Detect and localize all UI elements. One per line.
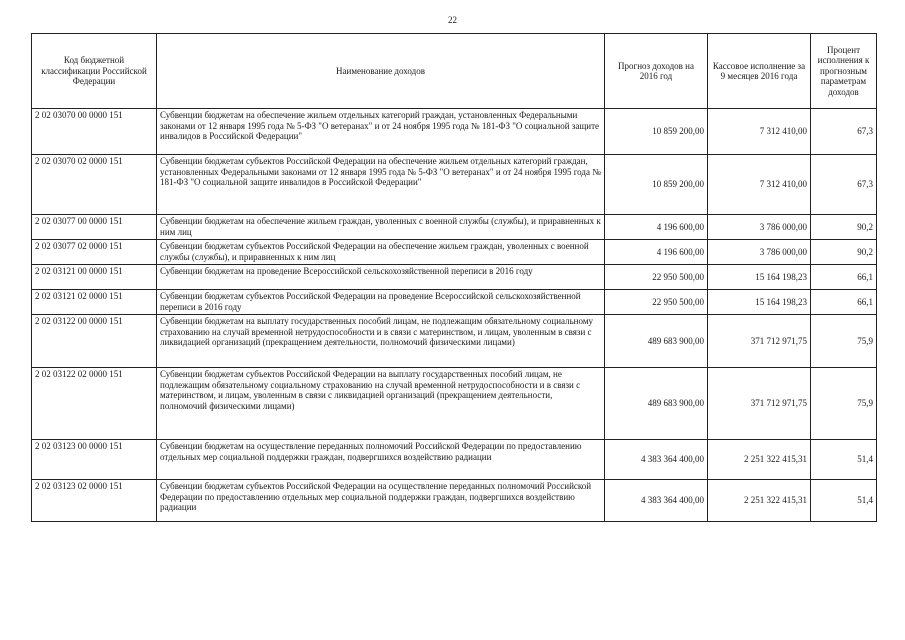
table-row bbox=[32, 265, 877, 290]
table-row bbox=[32, 155, 877, 215]
row-name: Субвенции бюджетам субъектов Российской Федерации на осуществление переданных полномочий Российской Федерации по предоставлению отдельных мер социальной поддержки граждан, подвергшихся воздействию радиации bbox=[157, 480, 605, 522]
row-code: 2 02 03121 02 0000 151 bbox=[32, 290, 157, 315]
row-percent: 90,2 bbox=[811, 240, 877, 265]
row-percent: 66,1 bbox=[811, 290, 877, 315]
row-actual: 2 251 322 415,31 bbox=[708, 440, 811, 480]
row-name: Субвенции бюджетам на осуществление переданных полномочий Российской Федерации по предоставлению отдельных мер социальной поддержки граждан, подвергшихся воздействию радиации bbox=[157, 440, 605, 480]
row-code: 2 02 03122 00 0000 151 bbox=[32, 315, 157, 368]
revenue-table bbox=[31, 33, 877, 522]
header-name: Наименование доходов bbox=[157, 34, 605, 109]
table-row bbox=[32, 109, 877, 155]
row-percent: 90,2 bbox=[811, 215, 877, 240]
row-actual: 15 164 198,23 bbox=[708, 265, 811, 290]
row-name: Субвенции бюджетам субъектов Российской Федерации на обеспечение жильем граждан, уволенных с военной службы (службы), и приравненных к ним лиц bbox=[157, 240, 605, 265]
row-forecast: 22 950 500,00 bbox=[605, 290, 708, 315]
row-actual: 15 164 198,23 bbox=[708, 290, 811, 315]
row-actual: 2 251 322 415,31 bbox=[708, 480, 811, 522]
table-row bbox=[32, 315, 877, 368]
header-code: Код бюджетной классификации Российской Федерации bbox=[32, 34, 157, 109]
row-forecast: 22 950 500,00 bbox=[605, 265, 708, 290]
table-row bbox=[32, 368, 877, 440]
row-forecast: 10 859 200,00 bbox=[605, 155, 708, 215]
row-actual: 3 786 000,00 bbox=[708, 215, 811, 240]
row-actual: 371 712 971,75 bbox=[708, 368, 811, 440]
page-number: 22 bbox=[448, 15, 457, 25]
row-code: 2 02 03123 02 0000 151 bbox=[32, 480, 157, 522]
row-code: 2 02 03077 00 0000 151 bbox=[32, 215, 157, 240]
row-code: 2 02 03121 00 0000 151 bbox=[32, 265, 157, 290]
table-header-row bbox=[32, 34, 877, 109]
table-row bbox=[32, 240, 877, 265]
row-forecast: 489 683 900,00 bbox=[605, 368, 708, 440]
row-percent: 66,1 bbox=[811, 265, 877, 290]
row-percent: 75,9 bbox=[811, 315, 877, 368]
row-actual: 7 312 410,00 bbox=[708, 109, 811, 155]
row-code: 2 02 03070 02 0000 151 bbox=[32, 155, 157, 215]
row-percent: 51,4 bbox=[811, 480, 877, 522]
table-row bbox=[32, 215, 877, 240]
row-actual: 3 786 000,00 bbox=[708, 240, 811, 265]
row-forecast: 4 383 364 400,00 bbox=[605, 480, 708, 522]
row-code: 2 02 03122 02 0000 151 bbox=[32, 368, 157, 440]
table-row bbox=[32, 440, 877, 480]
row-forecast: 4 196 600,00 bbox=[605, 215, 708, 240]
row-percent: 67,3 bbox=[811, 109, 877, 155]
row-percent: 75,9 bbox=[811, 368, 877, 440]
row-name: Субвенции бюджетам субъектов Российской Федерации на обеспечение жильем отдельных категорий граждан, установленных Федеральными законами от 12 января 1995 года № 5-ФЗ "О ветеранах" и от 24 ноября 1995 года № 181-ФЗ "О социальной защите инвалидов в Российской Федерации" bbox=[157, 155, 605, 215]
row-code: 2 02 03123 00 0000 151 bbox=[32, 440, 157, 480]
row-actual: 371 712 971,75 bbox=[708, 315, 811, 368]
row-forecast: 4 383 364 400,00 bbox=[605, 440, 708, 480]
table-row bbox=[32, 480, 877, 522]
row-code: 2 02 03070 00 0000 151 bbox=[32, 109, 157, 155]
header-actual: Кассовое исполнение за 9 месяцев 2016 года bbox=[708, 34, 811, 109]
row-forecast: 10 859 200,00 bbox=[605, 109, 708, 155]
row-percent: 51,4 bbox=[811, 440, 877, 480]
row-actual: 7 312 410,00 bbox=[708, 155, 811, 215]
table-row bbox=[32, 290, 877, 315]
header-percent: Процент исполнения к прогнозным параметрам доходов bbox=[811, 34, 877, 109]
row-code: 2 02 03077 02 0000 151 bbox=[32, 240, 157, 265]
row-name: Субвенции бюджетам на обеспечение жильем граждан, уволенных с военной службы (службы), и приравненных к ним лиц bbox=[157, 215, 605, 240]
row-percent: 67,3 bbox=[811, 155, 877, 215]
row-forecast: 489 683 900,00 bbox=[605, 315, 708, 368]
row-name: Субвенции бюджетам субъектов Российской Федерации на проведение Всероссийской сельскохозяйственной переписи в 2016 году bbox=[157, 290, 605, 315]
row-forecast: 4 196 600,00 bbox=[605, 240, 708, 265]
row-name: Субвенции бюджетам на проведение Всероссийской сельскохозяйственной переписи в 2016 году bbox=[157, 265, 605, 290]
row-name: Субвенции бюджетам на обеспечение жильем отдельных категорий граждан, установленных Федеральными законами от 12 января 1995 года № 5-ФЗ "О ветеранах" и от 24 ноября 1995 года № 181-ФЗ "О социальной защите инвалидов в Российской Федерации" bbox=[157, 109, 605, 155]
row-name: Субвенции бюджетам субъектов Российской Федерации на выплату государственных пособий лицам, не подлежащим обязательному социальному страхованию на случай временной нетрудоспособности и в связи с материнством, и лицам, уволенным в связи с ликвидацией организаций (прекращением деятельности, полномочий физическими лицами) bbox=[157, 368, 605, 440]
row-name: Субвенции бюджетам на выплату государственных пособий лицам, не подлежащим обязательному социальному страхованию на случай временной нетрудоспособности и в связи с материнством, и лицам, уволенным в связи с ликвидацией организаций (прекращением деятельности, полномочий физическими лицами) bbox=[157, 315, 605, 368]
header-forecast: Прогноз доходов на 2016 год bbox=[605, 34, 708, 109]
